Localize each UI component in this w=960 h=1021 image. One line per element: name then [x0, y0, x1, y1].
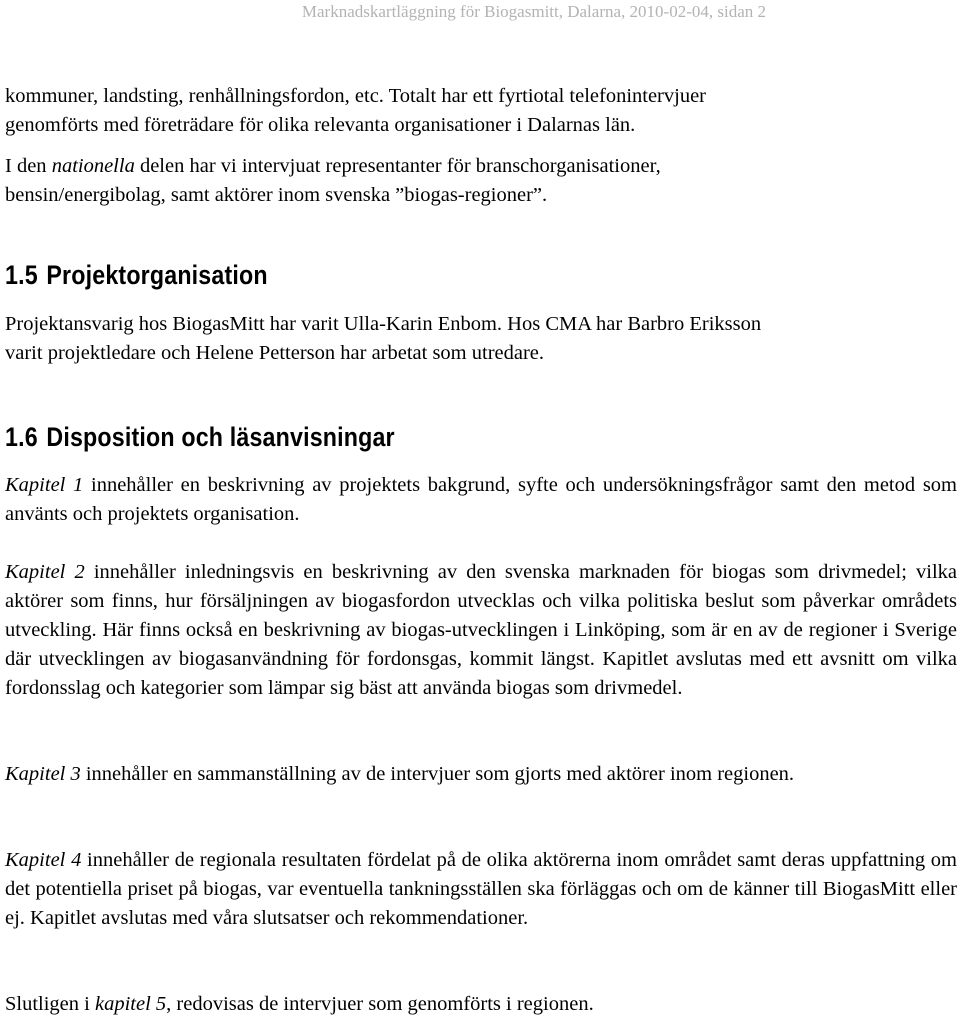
chapter-2-text: innehåller inledningsvis en beskrivning av den svenska marknaden för biogas som drivmedel; vilka aktörer som finns, hur försäljningen av biogasfordon utvecklas och vilka politiska beslut som påverkar områdets utveckling. Här finns också en beskrivning av biogas-utvecklingen i Linköping, som är en av de regioner i Sverige där utvecklingen av biogasanvändning för fordonsgas, kommit längst. Kapitlet avslutas med ett avsnitt om vilka fordonsslag och kategorier som lämpar sig bäst att använda biogas som drivmedel. [5, 561, 957, 699]
section-title: Disposition och läsanvisningar [46, 422, 395, 452]
section-number: 1.5 [5, 260, 38, 290]
chapter-4-label: Kapitel 4 [5, 849, 82, 871]
intro-line-2: genomförts med företrädare för olika relevanta organisationer i Dalarnas län. [5, 114, 636, 136]
section-heading-1-6 [5, 422, 395, 453]
national-post: delen har vi intervjuat representanter för branschorganisationer, [134, 155, 661, 177]
chapter-3-label: Kapitel 3 [5, 763, 81, 785]
intro-line-1: kommuner, landsting, renhållningsfordon, etc. Totalt har ett fyrtiotal telefonintervjuer [5, 85, 707, 107]
intro-paragraph [5, 82, 957, 140]
running-header: Marknadskartläggning för Biogasmitt, Dalarna, 2010-02-04, sidan 2 [301, 2, 766, 21]
project-organisation-paragraph [5, 310, 957, 368]
chapter-2-paragraph [5, 558, 957, 703]
section-title: Projektorganisation [46, 260, 268, 290]
national-pre: I den [5, 155, 52, 177]
chapter-5-pre: Slutligen i [5, 993, 95, 1015]
chapter-1-paragraph [5, 471, 957, 529]
project-line-1: Projektansvarig hos BiogasMitt har varit Ulla-Karin Enbom. Hos CMA har Barbro Eriksson [5, 313, 762, 335]
chapter-3-paragraph [5, 760, 957, 789]
national-line-2: bensin/energibolag, samt aktörer inom svenska ”biogas-regioner”. [5, 184, 548, 206]
chapter-4-paragraph [5, 846, 957, 933]
chapter-5-post: , redovisas de intervjuer som genomförts i regionen. [166, 993, 594, 1015]
national-line-1 [5, 152, 957, 181]
chapter-1-label: Kapitel 1 [5, 474, 84, 496]
national-paragraph [5, 152, 957, 210]
chapter-2-label: Kapitel 2 [5, 561, 85, 583]
project-line-2: varit projektledare och Helene Petterson har arbetat som utredare. [5, 342, 545, 364]
chapter-3-text: innehåller en sammanställning av de intervjuer som gjorts med aktörer inom regionen. [80, 763, 795, 785]
chapter-4-text: innehåller de regionala resultaten fördelat på de olika aktörerna inom området samt deras uppfattning om det potentiella priset på biogas, var eventuella tankningsställen ska förläggas och om de känner till BiogasMitt eller ej. Kapitlet avslutas med våra slutsatser och rekommendationer. [5, 849, 958, 929]
chapter-5-label: kapitel 5 [94, 993, 167, 1015]
section-number: 1.6 [5, 422, 38, 452]
national-emphasis: nationella [51, 155, 135, 177]
chapter-5-paragraph [5, 990, 957, 1019]
chapter-1-text: innehåller en beskrivning av projektets bakgrund, syfte och undersökningsfrågor samt den metod som använts och projektets organisation. [5, 474, 957, 525]
section-heading-1-5 [5, 260, 268, 291]
